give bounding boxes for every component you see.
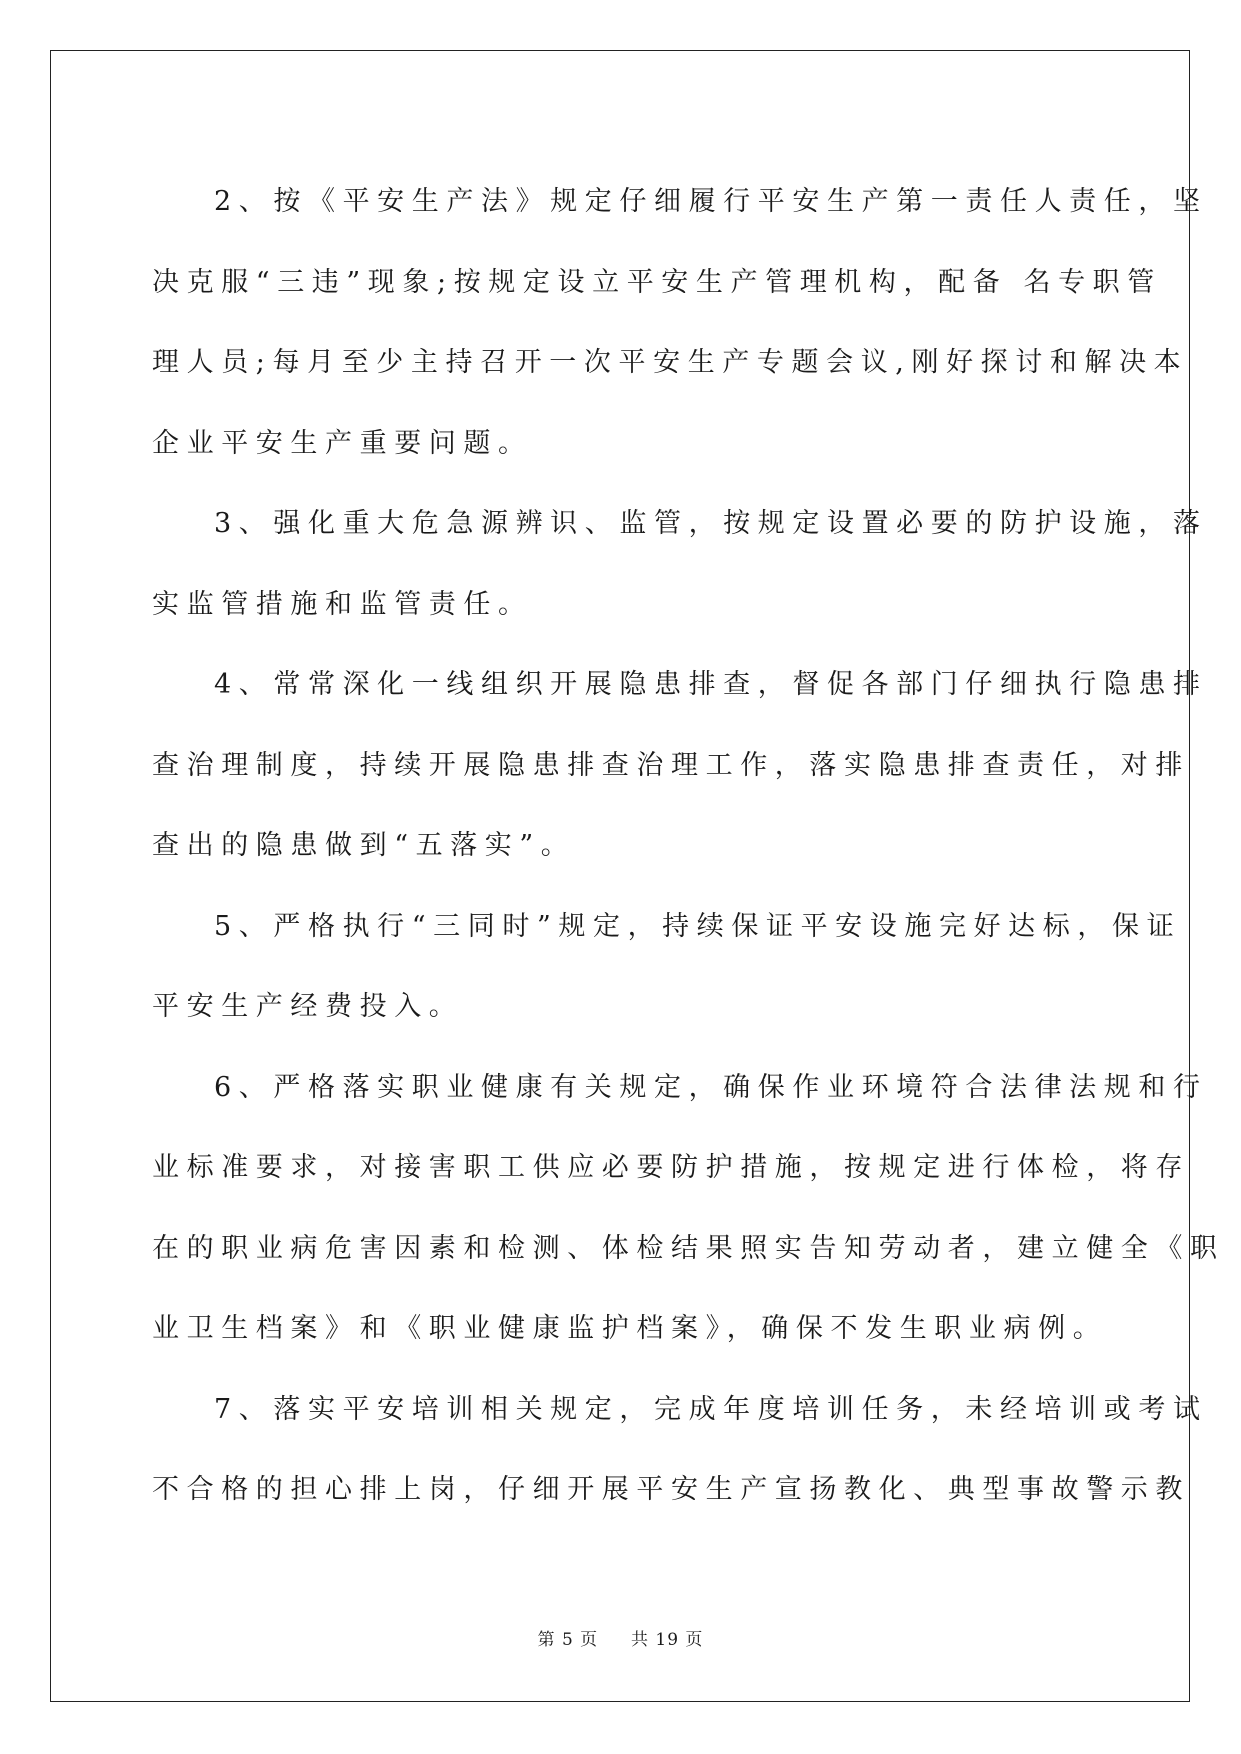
text-line: 查出的隐患做到“五落实”。 (152, 830, 576, 861)
text-line: 查治理制度，持续开展隐患排查治理工作，落实隐患排查责任，对排 (152, 749, 1190, 781)
page-number: 第 5 页 (537, 1630, 599, 1650)
text-line: 3、强化重大危急源辨识、监管，按规定设置必要的防护设施，落 (214, 508, 1208, 539)
text-line: 5、严格执行“三同时”规定，持续保证平安设施完好达标，保证 (214, 910, 1182, 942)
text-line: 6、严格落实职业健康有关规定，确保作业环境符合法律法规和行 (214, 1071, 1208, 1103)
text-line: 不合格的担心排上岗，仔细开展平安生产宣扬教化、典型事故警示教 (152, 1474, 1190, 1505)
paragraph-item-6 (152, 1048, 1225, 1370)
text-line: 在的职业病危害因素和检测、体检结果照实告知劳动者，建立健全《职 (152, 1232, 1225, 1264)
text-line: 实监管措施和监管责任。 (152, 588, 533, 620)
text-line: 4、常常深化一线组织开展隐患排查，督促各部门仔细执行隐患排 (214, 669, 1208, 700)
document-body (152, 162, 1225, 1531)
paragraph-item-5 (152, 887, 1182, 1048)
paragraph-item-7 (152, 1370, 1208, 1531)
text-line: 业卫生档案》和《职业健康监护档案》，确保不发生职业病例。 (152, 1313, 1108, 1344)
paragraph-item-3 (152, 484, 1208, 645)
text-line: 企业平安生产重要问题。 (152, 427, 533, 459)
text-line: 业标准要求，对接害职工供应必要防护措施，按规定进行体检，将存 (152, 1152, 1190, 1183)
text-line: 平安生产经费投入。 (152, 991, 464, 1022)
page-total: 共 19 页 (630, 1630, 704, 1650)
paragraph-item-4 (152, 645, 1208, 887)
paragraph-item-2 (152, 162, 1208, 484)
text-line: 2、按《平安生产法》规定仔细履行平安生产第一责任人责任，坚 (214, 186, 1208, 217)
page-footer (0, 1625, 1241, 1650)
text-line: 决克服“三违”现象;按规定设立平安生产管理机构，配备 名专职管 (152, 266, 1162, 298)
text-line: 7、落实平安培训相关规定，完成年度培训任务，未经培训或考试 (214, 1393, 1208, 1425)
text-line: 理人员;每月至少主持召开一次平安生产专题会议,刚好探讨和解决本 (152, 347, 1189, 378)
